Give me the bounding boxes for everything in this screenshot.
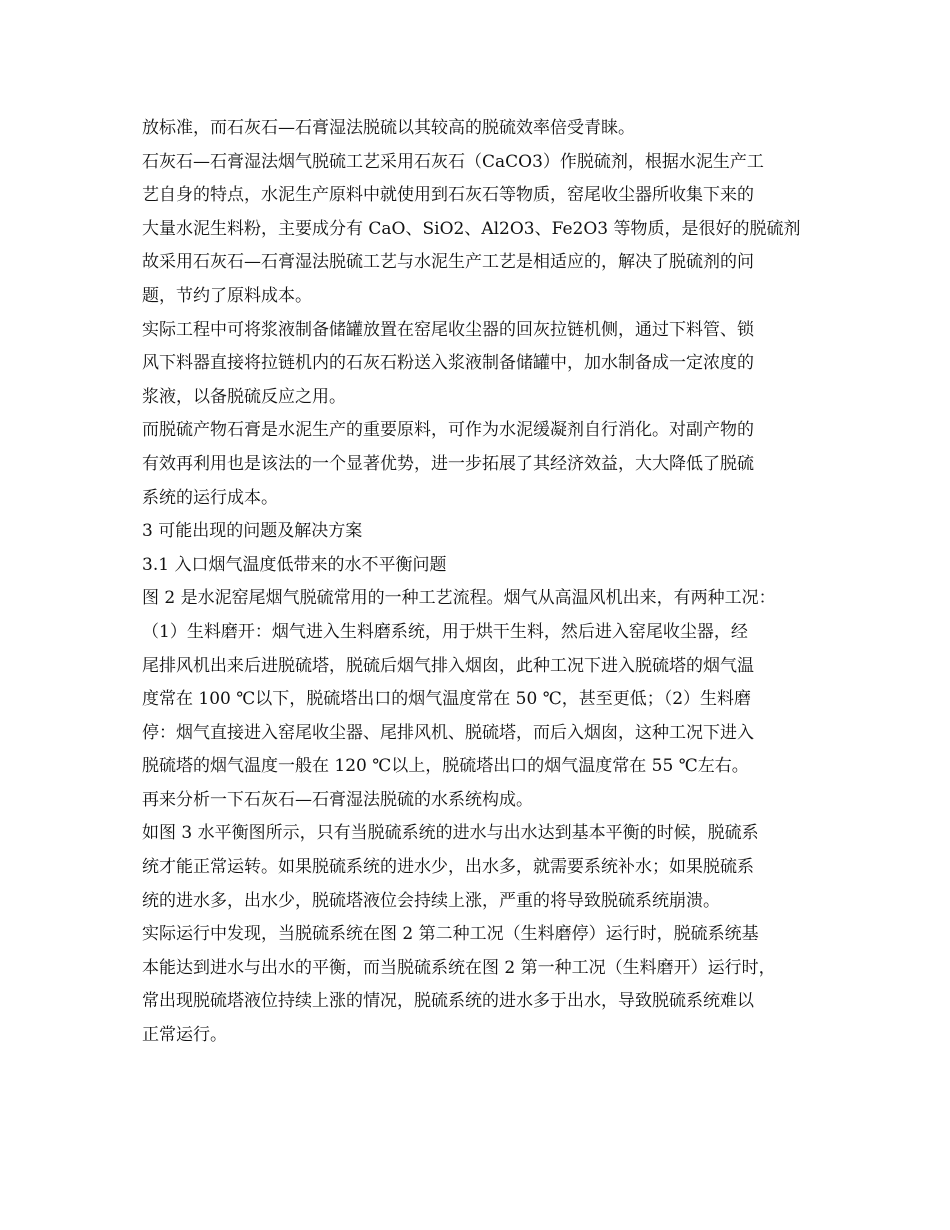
text-line: 有效再利用也是该法的一个显著优势，进一步拓展了其经济效益，大大降低了脱硫: [142, 453, 754, 474]
text-line: 故采用石灰石—石膏湿法脱硫工艺与水泥生产工艺是相适应的，解决了脱硫剂的问: [142, 252, 754, 273]
text-line: 图 2 是水泥窑尾烟气脱硫常用的一种工艺流程。烟气从高温风机出来，有两种工况：: [142, 588, 776, 609]
text-line: 风下料器直接将拉链机内的石灰石粉送入浆液制备储罐中，加水制备成一定浓度的: [142, 353, 754, 374]
text-line: 正常运行。: [142, 1025, 227, 1046]
text-line: 停：烟气直接进入窑尾收尘器、尾排风机、脱硫塔，而后入烟囱，这种工况下进入: [142, 722, 754, 743]
text-line: 再来分析一下石灰石—石膏湿法脱硫的水系统构成。: [142, 789, 533, 810]
text-line: 常出现脱硫塔液位持续上涨的情况，脱硫系统的进水多于出水，导致脱硫系统难以: [142, 991, 754, 1012]
text-line: 统才能正常运转。如果脱硫系统的进水少，出水多，就需要系统补水；如果脱硫系: [142, 857, 754, 878]
document-body: [142, 112, 810, 1053]
subsection-heading: 3.1 入口烟气温度低带来的水不平衡问题: [142, 554, 447, 575]
text-line: （1）生料磨开：烟气进入生料磨系统，用于烘干生料，然后进入窑尾收尘器，经: [142, 621, 748, 642]
text-line: 石灰石—石膏湿法烟气脱硫工艺采用石灰石（CaCO3）作脱硫剂，根据水泥生产工: [142, 151, 764, 172]
text-line: 实际工程中可将浆液制备储罐放置在窑尾收尘器的回灰拉链机侧，通过下料管、锁: [142, 319, 754, 340]
section-heading: 3 可能出现的问题及解决方案: [142, 521, 363, 542]
text-line: 而脱硫产物石膏是水泥生产的重要原料，可作为水泥缓凝剂自行消化。对副产物的: [142, 420, 754, 441]
text-line: 艺自身的特点，水泥生产原料中就使用到石灰石等物质，窑尾收尘器所收集下来的: [142, 185, 754, 206]
text-line: 大量水泥生料粉，主要成分有 CaO、SiO2、Al2O3、Fe2O3 等物质，是很好的脱硫剂: [142, 218, 801, 239]
text-line: 题，节约了原料成本。: [142, 285, 312, 306]
text-line: 度常在 100 ℃以下，脱硫塔出口的烟气温度常在 50 ℃，甚至更低；（2）生料磨: [142, 689, 752, 710]
text-line: 系统的运行成本。: [142, 487, 278, 508]
text-line: 浆液，以备脱硫反应之用。: [142, 386, 346, 407]
text-line: 尾排风机出来后进脱硫塔，脱硫后烟气排入烟囱，此种工况下进入脱硫塔的烟气温: [142, 655, 754, 676]
text-line: 统的进水多，出水少，脱硫塔液位会持续上涨，严重的将导致脱硫系统崩溃。: [142, 890, 720, 911]
text-line: 脱硫塔的烟气温度一般在 120 ℃以上，脱硫塔出口的烟气温度常在 55 ℃左右。: [142, 756, 749, 777]
text-line: 如图 3 水平衡图所示，只有当脱硫系统的进水与出水达到基本平衡的时候，脱硫系: [142, 823, 759, 844]
text-line: 实际运行中发现，当脱硫系统在图 2 第二种工况（生料磨停）运行时，脱硫系统基: [142, 924, 759, 945]
text-line: 放标准，而石灰石—石膏湿法脱硫以其较高的脱硫效率倍受青睐。: [142, 118, 635, 138]
text-line: 本能达到进水与出水的平衡，而当脱硫系统在图 2 第一种工况（生料磨开）运行时，: [142, 957, 776, 978]
